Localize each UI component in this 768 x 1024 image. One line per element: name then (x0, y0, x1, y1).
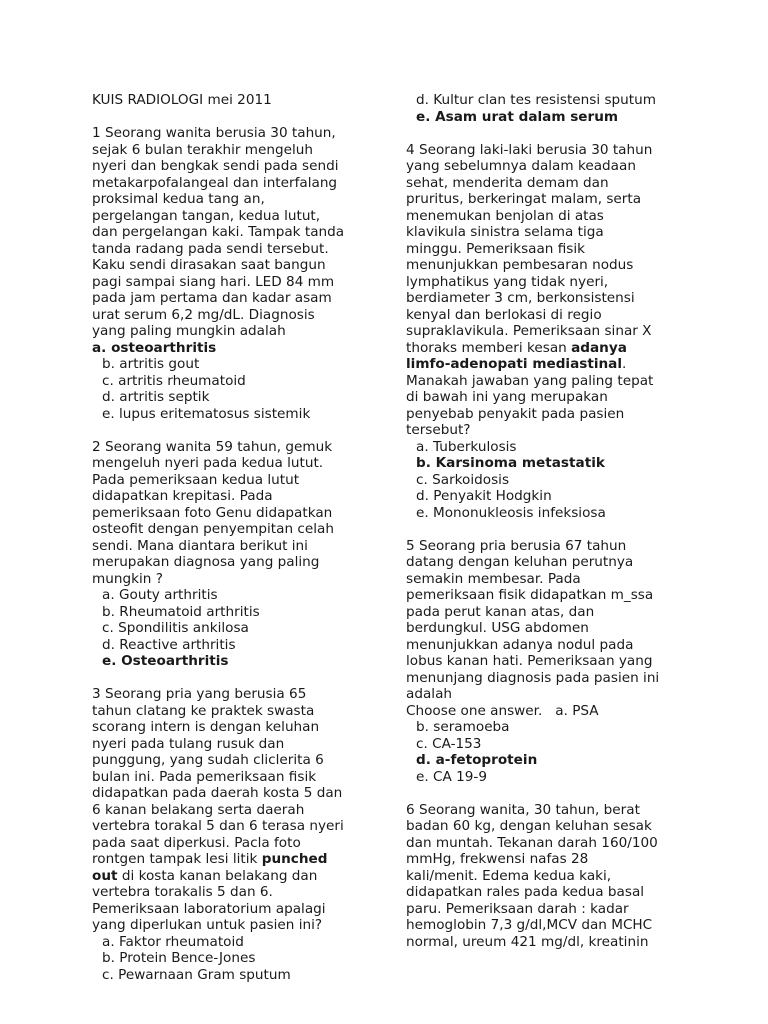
q3-stem-line: vertebra torakalis 5 dan 6. (92, 884, 273, 900)
q3-stem-line: 6 kanan belakang serta daerah (92, 801, 305, 818)
question-4 (406, 142, 706, 522)
q3-stem-line: bulan ini. Pada pemeriksaan fisik (92, 768, 317, 785)
q6-stem-line: 6 Seorang wanita, 30 tahun, berat (406, 801, 640, 818)
q5-stem-line: menunjang diagnosis pada pasien ini (406, 669, 660, 686)
q3-emphasis: out (92, 867, 118, 884)
q4-stem-line: lymphatikus yang tidak nyeri, (406, 273, 609, 290)
question-5 (406, 538, 706, 786)
q6-stem-line: normal, ureum 421 mg/dl, kreatinin (406, 933, 649, 950)
q3-option-e-answer: e. Asam urat dalam serum (416, 108, 619, 125)
q1-stem-line: metakarpofalangeal dan interfalang (92, 174, 338, 191)
q5-option-c: c. CA-153 (416, 735, 482, 752)
q2-stem-line: pemeriksaan foto Genu didapatkan (92, 504, 333, 521)
q3-stem-line: vertebra torakal 5 dan 6 terasa nyeri (92, 818, 344, 834)
q3-stem-line: Pemeriksaan laboratorium apalagi (92, 900, 326, 917)
q3-option-d: d. Kultur clan tes resistensi sputum (416, 92, 656, 108)
q3-stem-line: 3 Seorang pria yang berusia 65 (92, 686, 307, 702)
q1-stem-line: pada jam pertama dan kadar asam (92, 290, 332, 306)
q4-stem-line: supraklavikula. Pemeriksaan sinar X (406, 323, 652, 339)
q1-stem-line: nyeri dan bengkak sendi pada sendi (92, 158, 339, 174)
q2-stem-line: didapatkan krepitasi. Pada (92, 488, 273, 504)
question-3 (92, 686, 382, 983)
q2-option-b: b. Rheumatoid arthritis (102, 603, 260, 620)
q2-option-a: a. Gouty arthritis (102, 587, 218, 603)
q2-stem-line: osteofit dengan penyempitan celah (92, 521, 334, 537)
q1-option-a-answer: a. osteoarthritis (92, 339, 217, 356)
q3-option-a: a. Faktor rheumatoid (102, 933, 244, 950)
q1-stem-line: pagi sampai siang hari. LED 84 mm (92, 273, 335, 290)
q5-stem-line: semakin membesar. Pada (406, 570, 581, 587)
q5-stem-line: lobus kanan hati. Pemeriksaan yang (406, 653, 653, 669)
q3-stem-line: nyeri pada tulang rusuk dan (92, 735, 285, 752)
q5-option-e: e. CA 19-9 (416, 768, 487, 785)
q1-stem-line: 1 Seorang wanita berusia 30 tahun, (92, 125, 336, 141)
q3-option-c: c. Pewarnaan Gram sputum (102, 966, 291, 983)
q3-emphasis: punched (261, 851, 328, 867)
q1-option-b: b. artritis gout (102, 356, 200, 372)
q2-stem-line: mengeluh nyeri pada kedua lutut. (92, 455, 324, 471)
q1-option-e: e. lupus eritematosus sistemik (102, 405, 311, 422)
left-column (92, 92, 382, 983)
q2-option-e-answer: e. Osteoarthritis (102, 653, 229, 669)
q1-option-d: d. artritis septik (102, 389, 210, 405)
q1-stem-line: tanda radang pada sendi tersebut. (92, 240, 329, 257)
q4-stem-line: berdiameter 3 cm, berkonsistensi (406, 290, 635, 306)
q4-option-c: c. Sarkoidosis (416, 471, 510, 488)
q1-stem-line: dan pergelangan kaki. Tampak tanda (92, 224, 345, 240)
q5-stem-line: datang dengan keluhan perutnya (406, 554, 634, 570)
q4-stem-line: klavikula sinistra selama tiga (406, 224, 604, 240)
q4-emphasis: limfo-adenopati mediastinal (406, 356, 623, 372)
q1-stem-line: proksimal kedua tang an, (92, 191, 265, 207)
q4-option-a: a. Tuberkulosis (416, 438, 517, 455)
q4-stem-line: yang sebelumnya dalam keadaan (406, 158, 636, 174)
q4-stem-line: di bawah ini yang merupakan (406, 389, 608, 405)
q5-stem-line: pada perut kanan atas, dan (406, 603, 595, 620)
q2-stem-line: mungkin ? (92, 570, 163, 587)
q5-option-d-answer: d. a-fetoprotein (416, 752, 538, 768)
q3-stem-line: scorang intern is dengan keluhan (92, 719, 320, 735)
q4-stem-line: sehat, menderita demam dan (406, 174, 609, 191)
q2-stem-line: merupakan diagnosa yang paling (92, 554, 320, 570)
q4-stem-line: minggu. Pemeriksaan fisik (406, 240, 586, 257)
q6-stem-line: badan 60 kg, dengan keluhan sesak (406, 818, 652, 834)
q4-stem-line: kenyal dan berlokasi di regio (406, 306, 602, 323)
q1-stem-line: yang paling mungkin adalah (92, 323, 286, 339)
q4-option-e: e. Mononukleosis infeksiosa (416, 504, 606, 521)
q1-option-c: c. artritis rheumatoid (102, 372, 246, 389)
q4-stem-line: menemukan benjolan di atas (406, 207, 604, 224)
q2-option-c: c. Spondilitis ankilosa (102, 620, 249, 636)
q3-stem-line: punggung, yang sudah cliclerita 6 (92, 752, 324, 768)
question-1 (92, 125, 382, 422)
q4-stem-line: tersebut? (406, 422, 471, 438)
q1-stem-line: pergelangan tangan, kedua lutut, (92, 207, 321, 224)
q4-option-b-answer: b. Karsinoma metastatik (416, 455, 605, 471)
q4-stem-line: Manakah jawaban yang paling tepat (406, 372, 654, 389)
q4-stem-line: menunjukkan pembesaran nodus (406, 257, 634, 273)
q3-stem-line: didapatkan pada daerah kosta 5 dan (92, 785, 343, 801)
q5-stem-line: 5 Seorang pria berusia 67 tahun (406, 537, 627, 554)
question-2 (92, 439, 382, 670)
q6-stem-line: hemoglobin 7,3 g/dl,MCV dan MCHC (406, 917, 653, 933)
q3-stem-line: tahun clatang ke praktek swasta (92, 702, 315, 719)
q4-stem-line: thoraks memberi kesan adanya (406, 339, 627, 356)
q6-stem-line: dan muntah. Tekanan darah 160/100 (406, 834, 658, 851)
q1-stem-line: Kaku sendi dirasakan saat bangun (92, 257, 326, 273)
q1-stem-line: sejak 6 bulan terakhir mengeluh (92, 141, 314, 158)
q6-stem-line: kali/menit. Edema kedua kaki, (406, 867, 612, 884)
q6-stem-line: mmHg, frekwensi nafas 28 (406, 851, 589, 867)
q4-emphasis: adanya (571, 339, 627, 356)
q3-option-b: b. Protein Bence-Jones (102, 950, 256, 966)
q3-stem-line: rontgen tampak lesi litik punched (92, 851, 328, 867)
q5-stem-line: pemeriksaan fisik didapatkan m_ssa (406, 587, 654, 603)
q4-stem-line: limfo-adenopati mediastinal. (406, 356, 627, 372)
q5-option-b: b. seramoeba (416, 719, 510, 735)
q2-option-d: d. Reactive arthritis (102, 636, 236, 653)
q4-stem-line: penyebab penyakit pada pasien (406, 405, 625, 422)
q6-stem-line: paru. Pemeriksaan darah : kadar (406, 900, 629, 917)
q4-stem-line: 4 Seorang laki-laki berusia 30 tahun (406, 141, 653, 158)
q1-stem-line: urat serum 6,2 mg/dL. Diagnosis (92, 306, 315, 323)
q5-stem-line: menunjukkan adanya nodul pada (406, 636, 634, 653)
q2-stem-line: sendi. Mana diantara berikut ini (92, 537, 308, 554)
right-column (406, 92, 706, 950)
q5-stem-line: adalah (406, 686, 453, 702)
q2-stem-line: 2 Seorang wanita 59 tahun, gemuk (92, 438, 333, 455)
q3-stem-line: pada saat diperkusi. Pacla foto (92, 834, 301, 851)
q4-stem-line: pruritus, berkeringat malam, serta (406, 191, 642, 207)
document-title: KUIS RADIOLOGI mei 2011 (92, 92, 272, 108)
q4-option-d: d. Penyakit Hodgkin (416, 488, 552, 504)
q5-stem-line: berdungkul. USG abdomen (406, 620, 589, 636)
q3-stem-line: out di kosta kanan belakang dan (92, 867, 318, 884)
q2-stem-line: Pada pemeriksaan kedua lutut (92, 471, 300, 488)
q6-stem-line: didapatkan rales pada kedua basal (406, 884, 645, 900)
q3-stem-line: yang diperlukan untuk pasien ini? (92, 917, 323, 933)
question-6 (406, 802, 706, 951)
q5-stem-line-with-option-a: Choose one answer. a. PSA (406, 702, 599, 719)
